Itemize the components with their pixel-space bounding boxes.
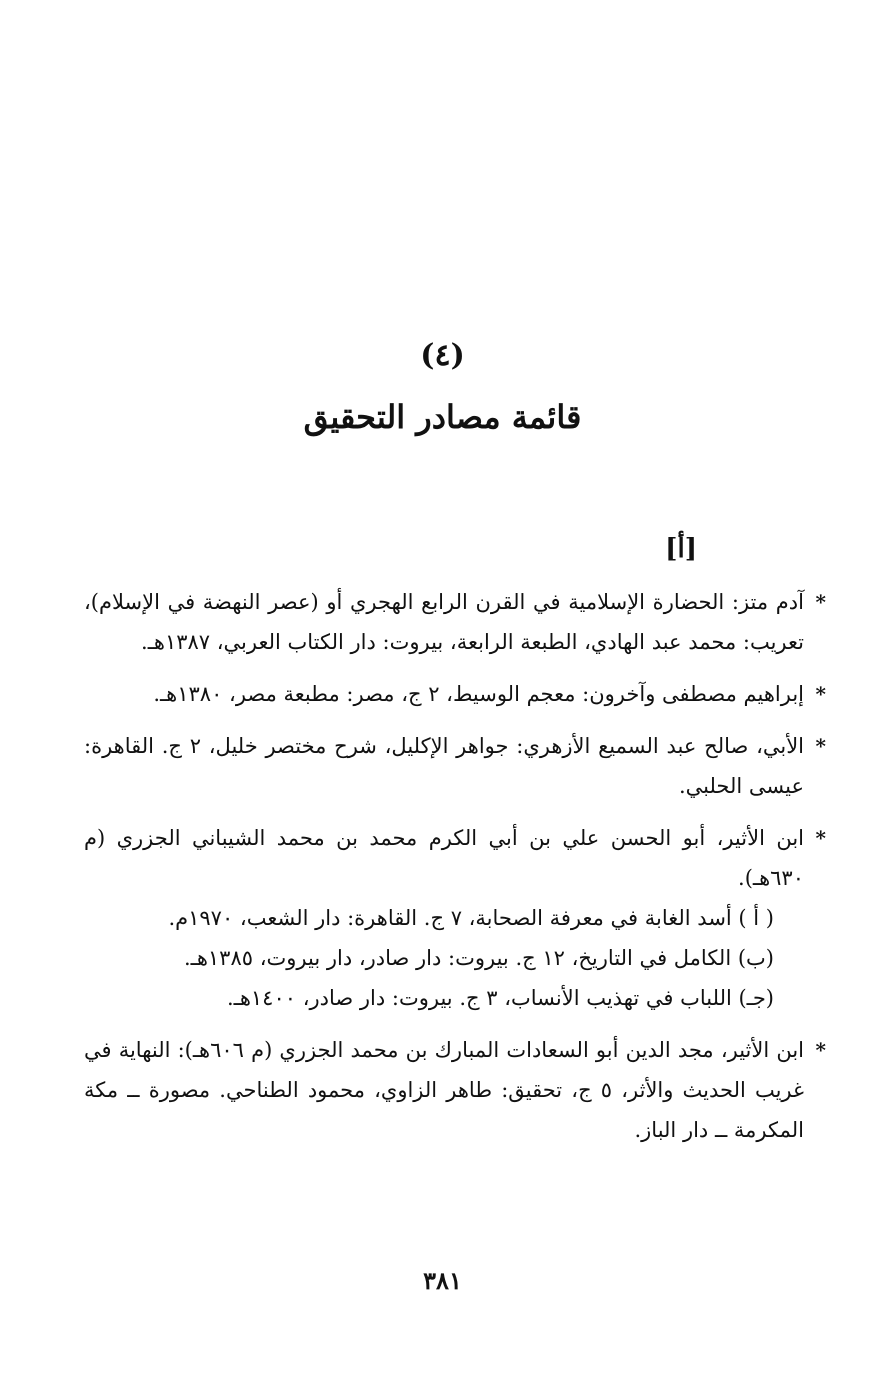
entry-text: إبراهيم مصطفى وآخرون: معجم الوسيط، ٢ ج، مصر: مطبعة مصر، ١٣٨٠هـ.: [153, 682, 804, 706]
bibliography-entry: [84, 582, 826, 662]
bibliography-entry: [84, 1030, 826, 1150]
bibliography-entry: [84, 818, 826, 1018]
asterisk-bullet-icon: *: [815, 826, 826, 850]
entry-text: آدم متز: الحضارة الإسلامية في القرن الرابع الهجري أو (عصر النهضة في الإسلام)، تعريب: محمد عبد الهادي، الطبعة الرابعة، بيروت: دار الكتاب العربي، ١٣٨٧هـ.: [84, 590, 804, 654]
entry-text: الأبي، صالح عبد السميع الأزهري: جواهر الإكليل، شرح مختصر خليل، ٢ ج. القاهرة: عيسى الحلبي.: [84, 734, 805, 798]
asterisk-bullet-icon: *: [815, 682, 826, 706]
asterisk-bullet-icon: *: [815, 734, 826, 758]
section-letter-heading: [أ]: [665, 534, 697, 564]
page-number: ٣٨١: [423, 1266, 462, 1295]
part-number: (٤): [420, 338, 465, 373]
sub-entry: (ب) الكامل في التاريخ، ١٢ ج. بيروت: دار صادر، دار بيروت، ١٣٨٥هـ.: [184, 946, 774, 970]
sub-entry-list: [84, 898, 774, 1018]
sub-entry: ( أ ) أسد الغابة في معرفة الصحابة، ٧ ج. القاهرة: دار الشعب، ١٩٧٠م.: [168, 906, 774, 930]
bibliography-entry: [84, 726, 826, 806]
bibliography-list: [84, 582, 826, 1162]
asterisk-bullet-icon: *: [815, 1038, 826, 1062]
entry-text: ابن الأثير، مجد الدين أبو السعادات المبارك بن محمد الجزري (م ٦٠٦هـ): النهاية في غريب الحديث والأثر، ٥ ج، تحقيق: طاهر الزاوي، محمود الطناحي. مصورة ــ مكة المكرمة ــ دار الباز.: [84, 1038, 805, 1142]
entry-text: ابن الأثير، أبو الحسن علي بن أبي الكرم محمد بن محمد الشيباني الجزري (م ٦٣٠هـ).: [84, 826, 804, 890]
bibliography-entry: [84, 674, 826, 714]
page-title: قائمة مصادر التحقيق: [303, 398, 582, 436]
sub-entry: (جـ) اللباب في تهذيب الأنساب، ٣ ج. بيروت: دار صادر، ١٤٠٠هـ.: [227, 986, 774, 1010]
asterisk-bullet-icon: *: [815, 590, 826, 614]
